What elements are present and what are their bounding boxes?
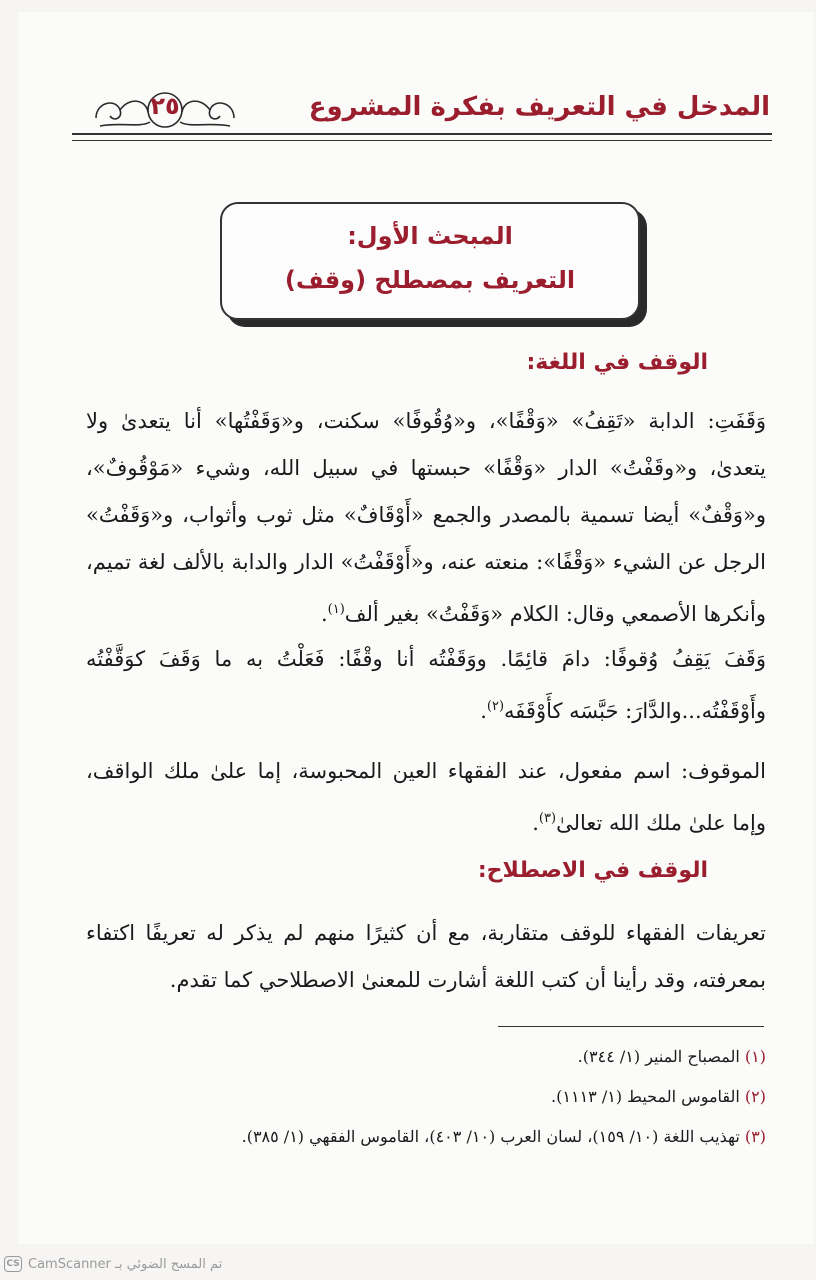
term-heading: الوقف في الاصطلاح: — [477, 858, 708, 883]
footnote-1-number: (١) — [744, 1047, 766, 1066]
lang-paragraph-1-text: وَقَفَتِ: الدابة «تَقِفُ» «وَقْفًا»، و«وُقُوفًا» سكنت، و«وَقَفْتُها» أنا يتعدىٰ ولا يتعدىٰ، و«وقَفْتُ» الدار «وَقْفًا» حبستها في سبيل الله، وشيء «مَوْقُوفٌ»، و«وَقْفٌ» أيضا تسمية بالمصدر والجمع «أَوْقَافٌ» مثل ثوب وأثواب، و«وَقَفْتُ» الرجل عن الشيء «وَقْفًا»: منعته عنه، و«أَوْقَفْتُ» الدار والدابة بالألف لغة تميم، وأنكرها الأصمعي وقال: الكلام «وَقَفْتُ» بغير ألف — [86, 409, 766, 626]
footnote-2 — [551, 1086, 766, 1108]
running-header-title: المدخل في التعريف بفكرة المشروع — [308, 92, 770, 122]
footnote-divider — [498, 1026, 764, 1027]
camscanner-watermark — [4, 1254, 222, 1274]
footnote-1 — [578, 1046, 766, 1068]
camscanner-text: تم المسح الضوئي بـ CamScanner — [28, 1256, 223, 1272]
lang-paragraph-3: الموقوف: اسم مفعول، عند الفقهاء العين المحبوسة، إما علىٰ ملك الواقف، وإما علىٰ ملك الله تعالىٰ$^{(٣)}$. — [86, 759, 766, 835]
footnote-2-number: (٢) — [744, 1087, 766, 1106]
page-number: ٢٥ — [150, 92, 180, 120]
footnote-3-number: (٣) — [744, 1127, 766, 1146]
header-divider — [72, 133, 772, 141]
lang-paragraph-2-text: وَقَفَ يَقِفُ وُقوفًا: دامَ قائِمًا. ووَقَفْتُه أنا وقْفًا: فَعَلْتُ به ما وَقَفَ كوَقَّفْتُه وأَوْقَفْتُه...والدَّارَ: حَبَّسَه كأَوْقَفَه — [86, 647, 766, 723]
lang-heading: الوقف في اللغة: — [526, 350, 708, 375]
footnote-3 — [242, 1126, 766, 1148]
running-header — [72, 88, 772, 144]
section-label: المبحث الأول: — [347, 222, 513, 250]
section-title-box — [220, 202, 640, 320]
camscanner-logo-icon: CS — [4, 1256, 22, 1272]
term-paragraph: تعريفات الفقهاء للوقف متقاربة، مع أن كثيرًا منهم لم يذكر له تعريفًا اكتفاء بمعرفته، وقد رأينا أن كتب اللغة أشارت للمعنىٰ الاصطلاحي كما تقدم. — [86, 921, 766, 992]
footnote-ref-1: (١) — [327, 602, 345, 617]
footnote-1-text: المصباح المنير (١/ ٣٤٤). — [577, 1047, 740, 1066]
footnote-ref-3: (٣) — [538, 811, 557, 826]
footnote-2-text: القاموس المحيط (١/ ١١١٣). — [551, 1087, 740, 1106]
lang-paragraph-3-text: الموقوف: اسم مفعول، عند الفقهاء العين المحبوسة، إما علىٰ ملك الواقف، وإما علىٰ ملك الله تعالىٰ — [86, 759, 766, 835]
footnote-ref-2: (٢) — [486, 699, 505, 714]
lang-paragraph-2: وَقَفَ يَقِفُ وُقوفًا: دامَ قائِمًا. ووَقَفْتُه أنا وقْفًا: فَعَلْتُ به ما وَقَفَ كوَقَّفْتُه وأَوْقَفْتُه...والدَّارَ: حَبَّسَه كأَوْقَفَه$^{(٢)}$. — [86, 647, 766, 723]
lang-paragraph-1: وَقَفَتِ: الدابة «تَقِفُ» «وَقْفًا»، و«وُقُوفًا» سكنت، و«وَقَفْتُها» أنا يتعدىٰ ولا يتعدىٰ، و«وقَفْتُ» الدار «وَقْفًا» حبستها في سبيل الله، وشيء «مَوْقُوفٌ»، و«وَقْفٌ» أيضا تسمية بالمصدر والجمع «أَوْقَافٌ» مثل ثوب وأثواب، و«وَقَفْتُ» الرجل عن الشيء «وَقْفًا»: منعته عنه، و«أَوْقَفْتُ» الدار والدابة بالألف لغة تميم، وأنكرها الأصمعي وقال: الكلام «وَقَفْتُ» بغير ألف$^{(١)}$. — [86, 409, 766, 626]
footnote-3-text: تهذيب اللغة (١٠/ ١٥٩)، لسان العرب (١٠/ ٤٠٣)، القاموس الفقهي (١/ ٣٨٥). — [241, 1127, 740, 1146]
section-title: التعريف بمصطلح (وقف) — [284, 266, 576, 294]
